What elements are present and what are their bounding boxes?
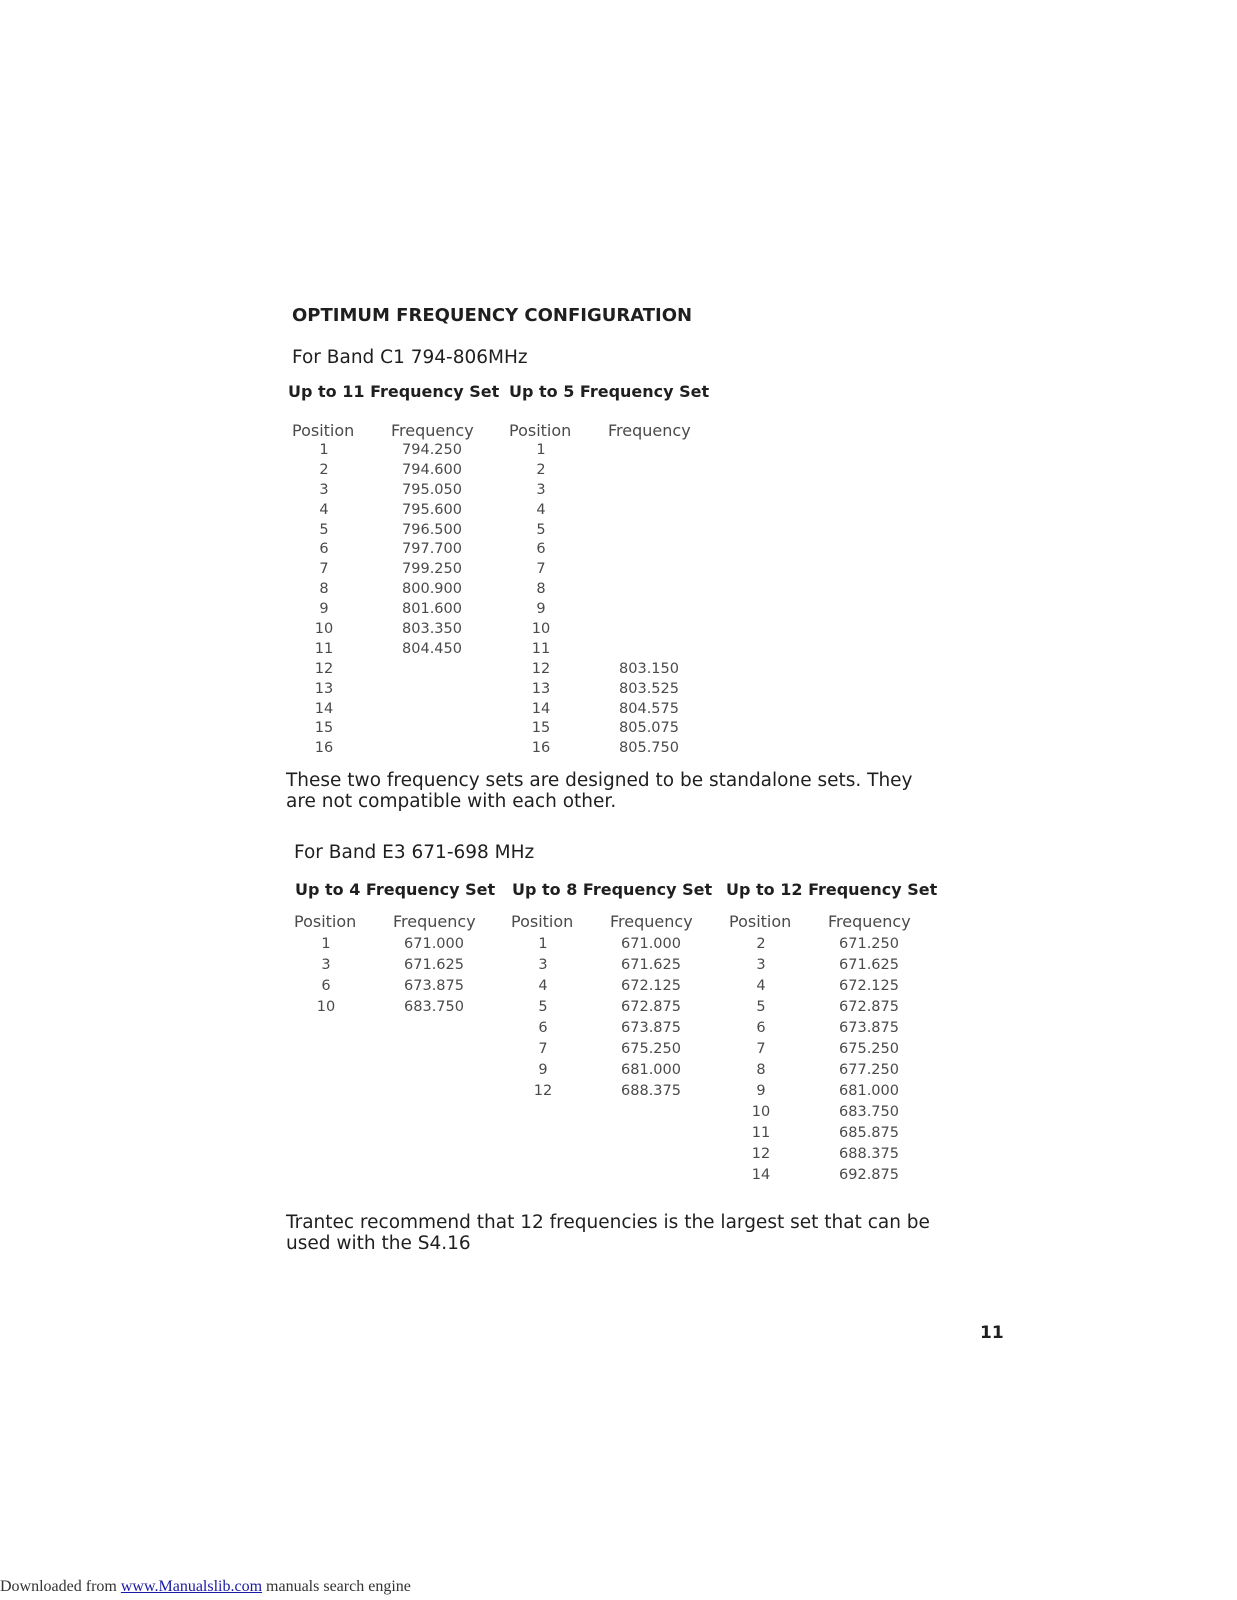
frequency-cell bbox=[609, 461, 689, 481]
e3-set-8-position-header: Position bbox=[511, 912, 574, 931]
position-cell: 3 bbox=[536, 481, 546, 498]
frequency-cell bbox=[609, 501, 689, 521]
position-cell: 5 bbox=[756, 999, 766, 1015]
frequency-cell: 795.050 bbox=[402, 481, 462, 498]
position-cell: 6 bbox=[538, 1020, 548, 1036]
page-title: OPTIMUM FREQUENCY CONFIGURATION bbox=[292, 305, 693, 326]
frequency-cell bbox=[392, 680, 472, 700]
e3-set-12-position-header: Position bbox=[729, 912, 792, 931]
frequency-cell: 671.250 bbox=[839, 936, 899, 952]
frequency-cell: 672.875 bbox=[839, 999, 899, 1015]
position-cell: 9 bbox=[538, 1062, 548, 1078]
e3-set-12-title: Up to 12 Frequency Set bbox=[726, 880, 938, 899]
c1-set-5-position-column bbox=[511, 441, 571, 759]
frequency-cell bbox=[392, 739, 472, 759]
position-cell: 13 bbox=[314, 680, 334, 697]
frequency-cell: 671.000 bbox=[621, 936, 681, 952]
e3-set-8-title: Up to 8 Frequency Set bbox=[512, 880, 713, 899]
position-cell: 4 bbox=[319, 501, 329, 518]
e3-set-12-position-column bbox=[731, 934, 791, 1186]
frequency-cell: 805.750 bbox=[619, 740, 679, 757]
frequency-cell bbox=[609, 580, 689, 600]
frequency-cell: 804.450 bbox=[402, 640, 462, 657]
frequency-cell: 675.250 bbox=[839, 1041, 899, 1057]
position-cell: 3 bbox=[756, 957, 766, 973]
position-cell: 11 bbox=[531, 640, 551, 657]
position-cell: 10 bbox=[531, 621, 551, 638]
frequency-cell: 671.000 bbox=[404, 936, 464, 952]
frequency-cell bbox=[609, 560, 689, 580]
position-cell: 14 bbox=[531, 700, 551, 717]
position-cell: 12 bbox=[751, 1146, 771, 1162]
band-c1-note: These two frequency sets are designed to be standalone sets. They are not compatible with each other. bbox=[286, 770, 913, 812]
c1-set-11-title: Up to 11 Frequency Set bbox=[288, 382, 500, 401]
frequency-cell: 804.575 bbox=[619, 700, 679, 717]
frequency-cell: 801.600 bbox=[402, 601, 462, 618]
position-cell: 3 bbox=[319, 481, 329, 498]
position-cell: 4 bbox=[538, 978, 548, 994]
c1-set-5-title: Up to 5 Frequency Set bbox=[509, 382, 710, 401]
position-cell: 11 bbox=[314, 640, 334, 657]
c1-set-5-position-header: Position bbox=[509, 421, 572, 440]
position-cell: 12 bbox=[533, 1083, 553, 1099]
frequency-cell: 673.875 bbox=[621, 1020, 681, 1036]
band-e3-note: Trantec recommend that 12 frequencies is the largest set that can be used with the S4.16 bbox=[286, 1212, 930, 1254]
frequency-cell bbox=[609, 481, 689, 501]
position-cell: 5 bbox=[536, 521, 546, 538]
frequency-cell: 671.625 bbox=[839, 957, 899, 973]
position-cell: 10 bbox=[751, 1104, 771, 1120]
position-cell: 6 bbox=[321, 978, 331, 994]
position-cell: 2 bbox=[536, 461, 546, 478]
position-cell: 2 bbox=[319, 461, 329, 478]
e3-set-4-frequency-column bbox=[394, 934, 474, 1018]
position-cell: 7 bbox=[538, 1041, 548, 1057]
frequency-cell bbox=[392, 719, 472, 739]
frequency-cell: 677.250 bbox=[839, 1062, 899, 1078]
frequency-cell bbox=[609, 441, 689, 461]
c1-set-5-frequency-header: Frequency bbox=[608, 421, 691, 440]
position-cell: 4 bbox=[756, 978, 766, 994]
band-c1-heading: For Band C1 794-806MHz bbox=[292, 347, 528, 368]
frequency-cell: 803.350 bbox=[402, 621, 462, 638]
frequency-cell: 675.250 bbox=[621, 1041, 681, 1057]
position-cell: 13 bbox=[531, 680, 551, 697]
e3-set-4-title: Up to 4 Frequency Set bbox=[295, 880, 496, 899]
frequency-cell bbox=[609, 540, 689, 560]
c1-set-11-position-column bbox=[294, 441, 354, 759]
position-cell: 9 bbox=[756, 1083, 766, 1099]
c1-set-11-position-header: Position bbox=[292, 421, 355, 440]
frequency-cell: 671.625 bbox=[404, 957, 464, 973]
download-footer bbox=[0, 1578, 411, 1596]
frequency-cell: 685.875 bbox=[839, 1125, 899, 1141]
position-cell: 6 bbox=[319, 541, 329, 558]
e3-set-8-position-column bbox=[513, 934, 573, 1102]
position-cell: 8 bbox=[756, 1062, 766, 1078]
frequency-cell: 688.375 bbox=[839, 1146, 899, 1162]
c1-set-11-frequency-column bbox=[392, 441, 472, 759]
frequency-cell: 671.625 bbox=[621, 957, 681, 973]
position-cell: 10 bbox=[316, 999, 336, 1015]
position-cell: 10 bbox=[314, 621, 334, 638]
page-number: 11 bbox=[980, 1323, 1004, 1343]
frequency-cell: 803.150 bbox=[619, 660, 679, 677]
position-cell: 16 bbox=[314, 740, 334, 757]
position-cell: 6 bbox=[756, 1020, 766, 1036]
e3-set-4-position-header: Position bbox=[294, 912, 357, 931]
position-cell: 1 bbox=[321, 936, 331, 952]
frequency-cell: 796.500 bbox=[402, 521, 462, 538]
frequency-cell: 795.600 bbox=[402, 501, 462, 518]
frequency-cell bbox=[392, 660, 472, 680]
frequency-cell: 672.125 bbox=[839, 978, 899, 994]
e3-set-12-frequency-column bbox=[829, 934, 909, 1186]
frequency-cell: 673.875 bbox=[404, 978, 464, 994]
frequency-cell: 673.875 bbox=[839, 1020, 899, 1036]
position-cell: 5 bbox=[319, 521, 329, 538]
frequency-cell: 692.875 bbox=[839, 1167, 899, 1183]
frequency-cell: 803.525 bbox=[619, 680, 679, 697]
position-cell: 9 bbox=[319, 601, 329, 618]
frequency-cell: 672.125 bbox=[621, 978, 681, 994]
frequency-cell: 681.000 bbox=[621, 1062, 681, 1078]
position-cell: 1 bbox=[319, 442, 329, 458]
frequency-cell: 683.750 bbox=[404, 999, 464, 1015]
position-cell: 5 bbox=[538, 999, 548, 1015]
e3-set-8-frequency-column bbox=[611, 934, 691, 1102]
position-cell: 4 bbox=[536, 501, 546, 518]
position-cell: 12 bbox=[314, 660, 334, 677]
e3-set-8-frequency-header: Frequency bbox=[610, 912, 693, 931]
position-cell: 1 bbox=[536, 442, 546, 458]
position-cell: 15 bbox=[531, 720, 551, 737]
c1-set-11-frequency-header: Frequency bbox=[391, 421, 474, 440]
e3-set-12-frequency-header: Frequency bbox=[828, 912, 911, 931]
position-cell: 8 bbox=[536, 581, 546, 598]
manualslib-link[interactable]: www.Manualslib.com bbox=[120, 1578, 263, 1595]
position-cell: 12 bbox=[531, 660, 551, 677]
position-cell: 7 bbox=[319, 561, 329, 578]
footer-prefix: Downloaded from bbox=[0, 1578, 121, 1595]
position-cell: 1 bbox=[538, 936, 548, 952]
frequency-cell bbox=[609, 620, 689, 640]
position-cell: 7 bbox=[536, 561, 546, 578]
frequency-cell: 800.900 bbox=[402, 581, 462, 598]
frequency-cell bbox=[609, 521, 689, 541]
frequency-cell: 672.875 bbox=[621, 999, 681, 1015]
position-cell: 2 bbox=[756, 936, 766, 952]
frequency-cell: 794.250 bbox=[402, 442, 462, 458]
frequency-cell: 799.250 bbox=[402, 561, 462, 578]
footer-suffix: manuals search engine bbox=[262, 1578, 411, 1595]
position-cell: 14 bbox=[314, 700, 334, 717]
position-cell: 11 bbox=[751, 1125, 771, 1141]
position-cell: 3 bbox=[538, 957, 548, 973]
frequency-cell: 805.075 bbox=[619, 720, 679, 737]
band-e3-heading: For Band E3 671-698 MHz bbox=[294, 842, 535, 863]
frequency-cell bbox=[609, 600, 689, 620]
position-cell: 6 bbox=[536, 541, 546, 558]
e3-set-4-position-column bbox=[296, 934, 356, 1018]
position-cell: 14 bbox=[751, 1167, 771, 1183]
position-cell: 15 bbox=[314, 720, 334, 737]
e3-set-4-frequency-header: Frequency bbox=[393, 912, 476, 931]
frequency-cell: 794.600 bbox=[402, 461, 462, 478]
c1-set-5-frequency-column bbox=[609, 441, 689, 759]
frequency-cell: 683.750 bbox=[839, 1104, 899, 1120]
position-cell: 8 bbox=[319, 581, 329, 598]
position-cell: 7 bbox=[756, 1041, 766, 1057]
position-cell: 16 bbox=[531, 740, 551, 757]
position-cell: 3 bbox=[321, 957, 331, 973]
frequency-cell bbox=[392, 700, 472, 720]
frequency-cell: 797.700 bbox=[402, 541, 462, 558]
frequency-cell: 688.375 bbox=[621, 1083, 681, 1099]
position-cell: 9 bbox=[536, 601, 546, 618]
frequency-cell bbox=[609, 640, 689, 660]
frequency-cell: 681.000 bbox=[839, 1083, 899, 1099]
